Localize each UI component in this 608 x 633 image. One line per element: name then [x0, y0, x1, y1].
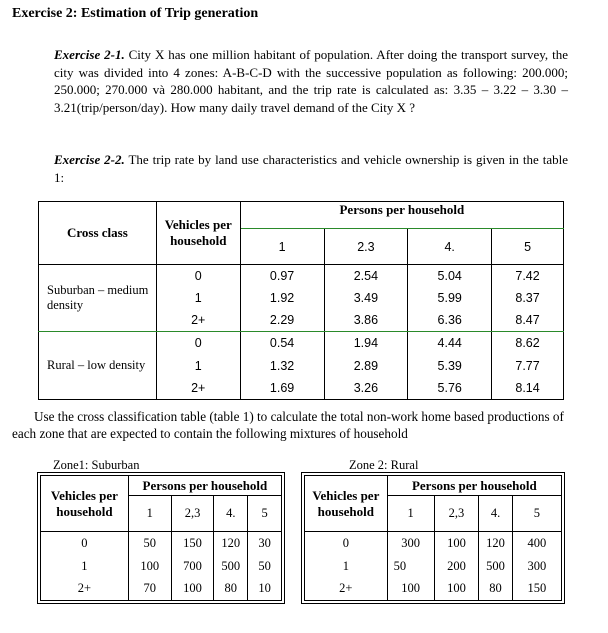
- zone1-col: 1: [128, 496, 171, 532]
- exercise-2-2-label: Exercise 2-2.: [54, 152, 125, 167]
- exercise-2-2-text: The trip rate by land use characteristics and vehicle ownership is given in the table 1:: [54, 152, 568, 185]
- col-header: 5: [492, 229, 564, 265]
- cell: 3.49: [324, 287, 408, 310]
- instruction-paragraph: [12, 408, 572, 442]
- zone1-cell: 30: [258, 535, 271, 550]
- exercise-2-1: [54, 46, 568, 116]
- zone2-cell: 400: [527, 535, 547, 550]
- exercise-2-1-text: City X has one million habitant of population. After doing the transport survey, the city was divided into 4 zones: A-B-C-D with the successive population as following: 200.000; 250.000; 270.000 và 280.000 habitant, and the trip rate is calculated as: 3.35 – 3.22 – 3.30 – 3.21(trip/person/day). How many daily travel demand of the City X ?: [54, 47, 568, 115]
- zone2-label: Zone 2: Rural: [349, 458, 419, 472]
- zone1-label: Zone1: Suburban: [53, 458, 140, 472]
- veh-cell: 0: [194, 336, 202, 351]
- zone2-veh: 2+: [305, 578, 388, 601]
- cell: 8.37: [492, 287, 564, 310]
- cell: 5.76: [408, 378, 492, 400]
- zone1-veh: 1: [41, 555, 129, 578]
- cell: 7.42: [492, 265, 564, 287]
- veh-cell: 0: [194, 268, 202, 283]
- zone1-veh: 2+: [41, 578, 129, 601]
- zone2-cell: 120: [479, 532, 513, 555]
- zone1-cell: 150: [171, 532, 214, 555]
- cell: 2.29: [240, 310, 324, 332]
- zone2-cell: 100: [434, 578, 479, 601]
- zone1-cell: 100: [171, 578, 214, 601]
- zone2-header-vehicles: Vehicles per household: [305, 476, 388, 532]
- zone1-cell: 80: [214, 578, 248, 601]
- cell: 1.92: [240, 287, 324, 310]
- veh-cell: 2+: [156, 378, 240, 400]
- zone1-header-persons: Persons per household: [128, 476, 281, 496]
- cell: 8.14: [492, 378, 564, 400]
- veh-cell: 2+: [156, 310, 240, 332]
- cell: 3.86: [324, 310, 408, 332]
- group-rural: Rural – low density: [39, 332, 157, 400]
- cell: 6.36: [408, 310, 492, 332]
- cell: 4.44: [408, 332, 492, 355]
- zone2-cell: 150: [527, 581, 547, 596]
- zone2-col: 1: [387, 496, 434, 532]
- cell: 7.77: [492, 355, 564, 378]
- col-header: 2.3: [324, 229, 408, 265]
- zone2-table: [304, 475, 562, 601]
- zone1-cell: 120: [214, 532, 248, 555]
- zone2-cell: 500: [479, 555, 513, 578]
- zone1-cell: 50: [128, 532, 171, 555]
- zone2-cell: 300: [387, 532, 434, 555]
- page-title: Exercise 2: Estimation of Trip generation: [12, 6, 259, 21]
- cell: 8.62: [492, 332, 564, 355]
- zone2-cell: 300: [527, 558, 547, 573]
- trip-rate-table: [38, 201, 564, 400]
- zone2-cell: 80: [479, 578, 513, 601]
- cell: 1.94: [324, 332, 408, 355]
- zone2-veh: 0: [305, 532, 388, 555]
- zone2-cell: 100: [387, 578, 434, 601]
- cell: 0.54: [240, 332, 324, 355]
- zone1-cell: 50: [258, 558, 271, 573]
- cell: 1.32: [240, 355, 324, 378]
- cell: 5.39: [408, 355, 492, 378]
- cell: 8.47: [492, 310, 564, 332]
- veh-cell: 1: [194, 359, 202, 373]
- header-cross-class: Cross class: [39, 202, 157, 265]
- zone1-cell: 10: [258, 581, 271, 596]
- zone2-col: 5: [512, 496, 561, 532]
- cell: 5.99: [408, 287, 492, 310]
- cell: 2.89: [324, 355, 408, 378]
- cell: 3.26: [324, 378, 408, 400]
- veh-cell: 1: [194, 291, 202, 305]
- col-header: 1: [240, 229, 324, 265]
- zone2-col: 4.: [479, 496, 513, 532]
- exercise-2-2: [54, 151, 568, 186]
- zone1-col: 5: [248, 496, 282, 532]
- cell: 5.04: [408, 265, 492, 287]
- cell: 2.54: [324, 265, 408, 287]
- zone1-cell: 500: [214, 555, 248, 578]
- zone2-cell: 50: [387, 555, 434, 578]
- zone1-cell: 100: [128, 555, 171, 578]
- group-suburban: Suburban – medium density: [39, 265, 157, 332]
- zone1-veh: 0: [41, 532, 129, 555]
- zone2-col: 2,3: [434, 496, 479, 532]
- col-header: 4.: [408, 229, 492, 265]
- zone1-col: 4.: [214, 496, 248, 532]
- cell: 1.69: [240, 378, 324, 400]
- zone1-col: 2,3: [171, 496, 214, 532]
- zone2-header-persons: Persons per household: [387, 476, 561, 496]
- zone1-cell: 70: [128, 578, 171, 601]
- zone2-cell: 100: [434, 532, 479, 555]
- header-vehicles: Vehicles per household: [156, 202, 240, 265]
- zone1-table: [40, 475, 282, 601]
- zone2-veh: 1: [305, 555, 388, 578]
- zone1-cell: 700: [171, 555, 214, 578]
- zone2-cell: 200: [434, 555, 479, 578]
- cell: 0.97: [240, 265, 324, 287]
- instruction-text: Use the cross classification table (table 1) to calculate the total non-work home based productions of each zone that are expected to contain the following mixtures of household: [12, 409, 564, 441]
- header-persons: Persons per household: [240, 202, 563, 229]
- exercise-2-1-label: Exercise 2-1.: [54, 47, 125, 62]
- zone1-header-vehicles: Vehicles per household: [41, 476, 129, 532]
